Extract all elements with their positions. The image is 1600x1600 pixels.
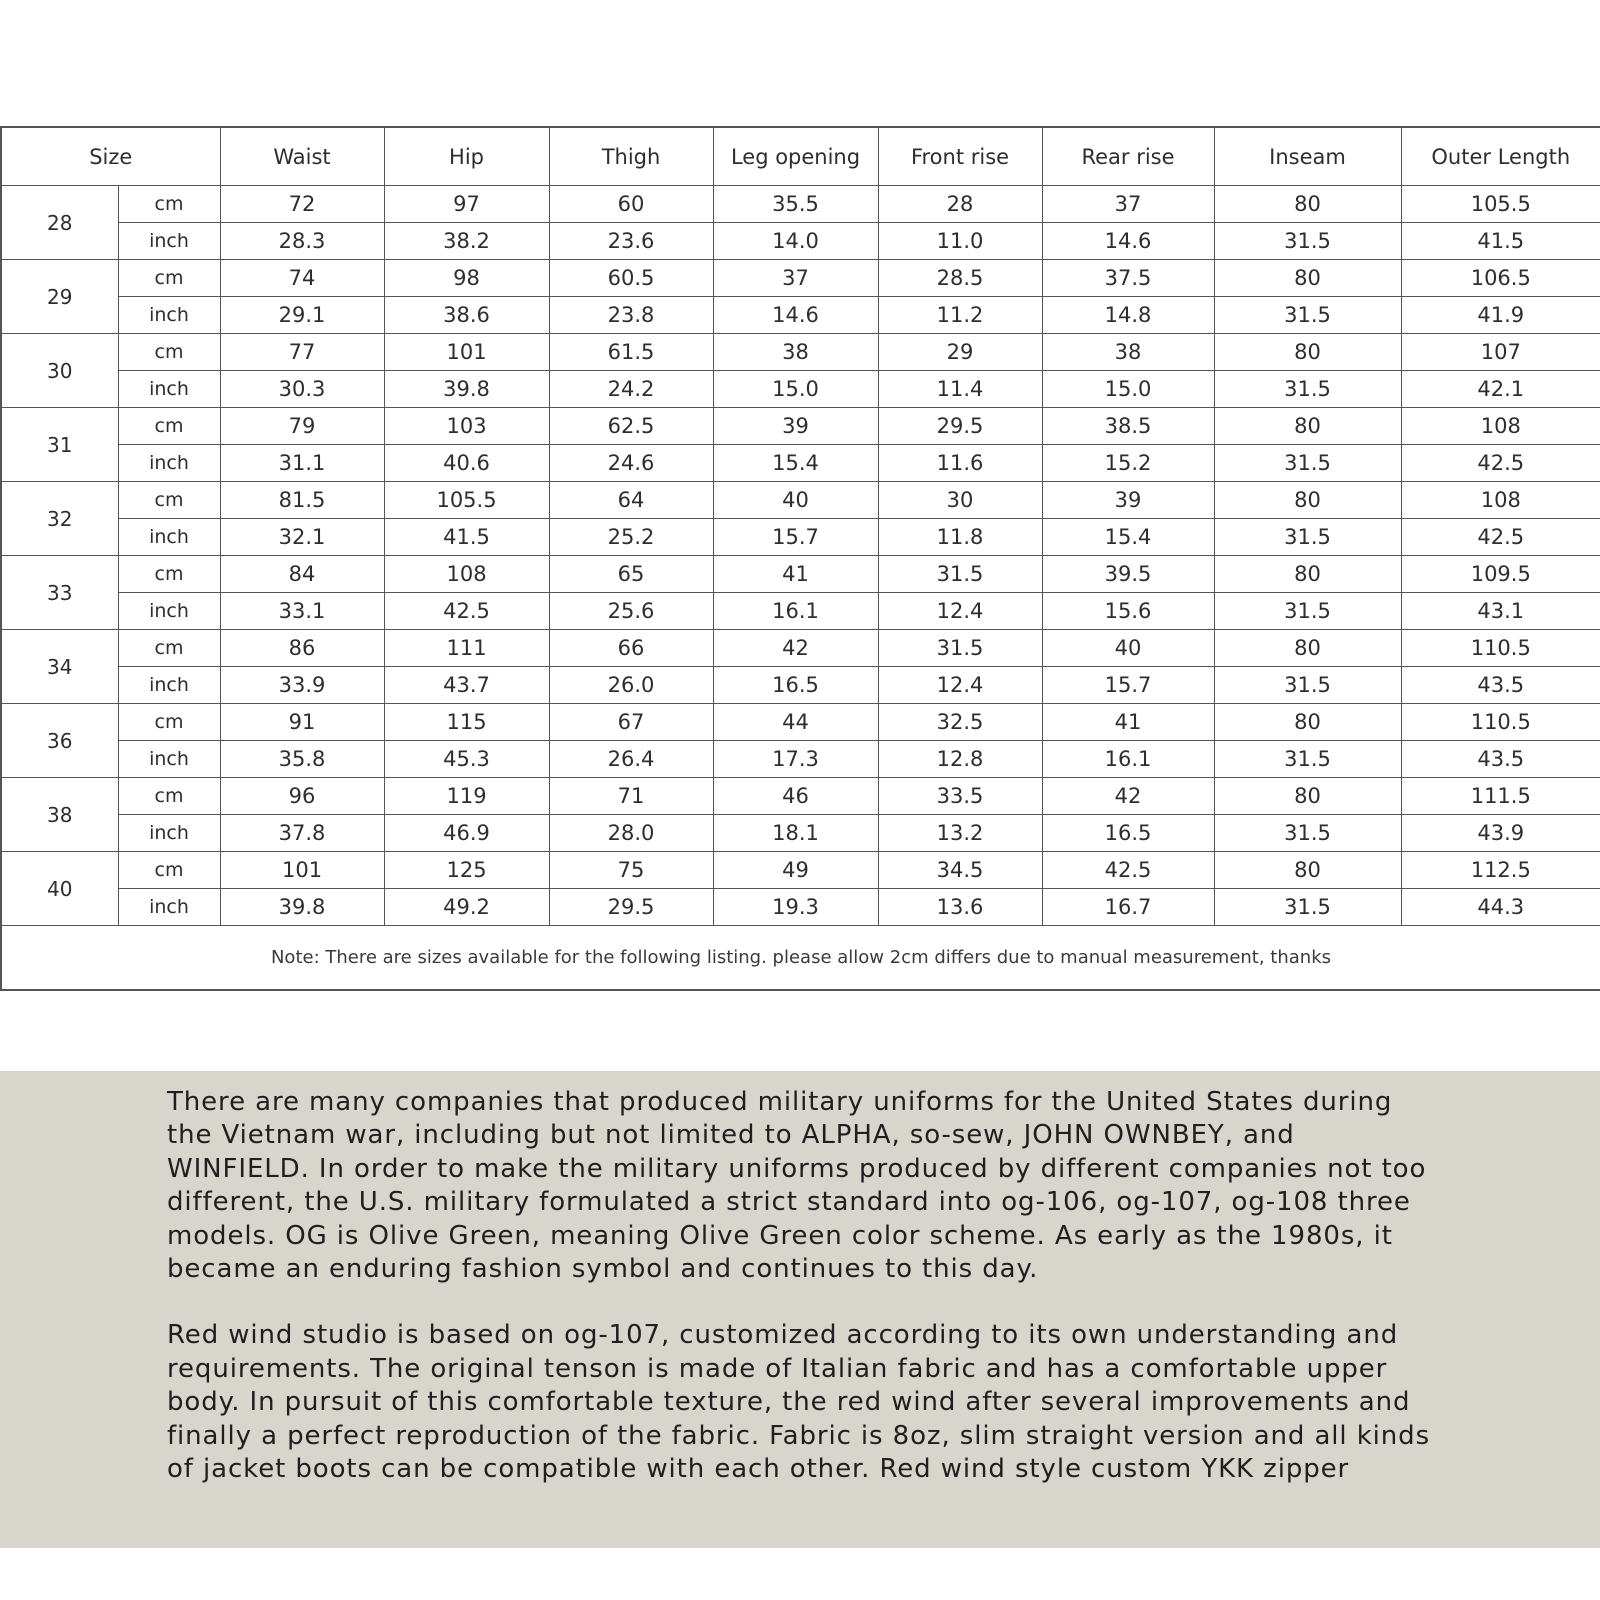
- front-rise-inch-cell: 13.2: [878, 815, 1042, 852]
- rear-rise-inch-cell: 16.7: [1042, 889, 1214, 926]
- waist-cm-cell: 72: [220, 186, 384, 223]
- thigh-cm-cell: 71: [549, 778, 713, 815]
- size-label: 34: [1, 630, 118, 704]
- rear-rise-cm-cell: 38: [1042, 334, 1214, 371]
- rear-rise-inch-cell: 16.1: [1042, 741, 1214, 778]
- thigh-inch-cell: 26.0: [549, 667, 713, 704]
- hip-inch-cell: 42.5: [384, 593, 549, 630]
- leg-opening-inch-cell: 15.4: [713, 445, 878, 482]
- front-rise-cm-cell: 31.5: [878, 630, 1042, 667]
- unit-label: inch: [118, 297, 220, 334]
- rear-rise-inch-cell: 14.8: [1042, 297, 1214, 334]
- thigh-cm-cell: 64: [549, 482, 713, 519]
- front-rise-inch-cell: 11.4: [878, 371, 1042, 408]
- table-row: [1, 852, 1600, 889]
- leg-opening-inch-cell: 19.3: [713, 889, 878, 926]
- table-row: [1, 371, 1600, 408]
- hip-cm-cell: 97: [384, 186, 549, 223]
- hip-cm-cell: 105.5: [384, 482, 549, 519]
- unit-label: inch: [118, 889, 220, 926]
- rear-rise-cm-cell: 39.5: [1042, 556, 1214, 593]
- hip-cm-cell: 98: [384, 260, 549, 297]
- front-rise-inch-cell: 11.0: [878, 223, 1042, 260]
- header-row: [1, 127, 1600, 186]
- outer-length-cm-cell: 110.5: [1401, 630, 1600, 667]
- table-row: [1, 482, 1600, 519]
- waist-inch-cell: 37.8: [220, 815, 384, 852]
- description-paragraph-2: Red wind studio is based on og-107, customized according to its own understanding and requirements. The original tenson is made of Italian fabric and has a comfortable upper body. In pursuit of this comfortable texture, the red wind after several improvements and finally a perfect reproduction of the fabric. Fabric is 8oz, slim straight version and all kinds of jacket boots can be compatible with each other. Red wind style custom YKK zipper: [167, 1320, 1431, 1485]
- waist-inch-cell: 28.3: [220, 223, 384, 260]
- table-row: [1, 223, 1600, 260]
- front-rise-inch-cell: 11.6: [878, 445, 1042, 482]
- table-row: [1, 704, 1600, 741]
- outer-length-cm-cell: 110.5: [1401, 704, 1600, 741]
- thigh-inch-cell: 26.4: [549, 741, 713, 778]
- header-waist: Waist: [220, 127, 384, 186]
- rear-rise-cm-cell: 37.5: [1042, 260, 1214, 297]
- size-label: 31: [1, 408, 118, 482]
- inseam-cm-cell: 80: [1214, 186, 1401, 223]
- leg-opening-cm-cell: 49: [713, 852, 878, 889]
- table-row: [1, 260, 1600, 297]
- outer-length-cm-cell: 108: [1401, 408, 1600, 445]
- rear-rise-inch-cell: 16.5: [1042, 815, 1214, 852]
- rear-rise-cm-cell: 38.5: [1042, 408, 1214, 445]
- size-label: 29: [1, 260, 118, 334]
- front-rise-inch-cell: 12.4: [878, 593, 1042, 630]
- waist-inch-cell: 33.1: [220, 593, 384, 630]
- hip-inch-cell: 45.3: [384, 741, 549, 778]
- leg-opening-inch-cell: 16.5: [713, 667, 878, 704]
- hip-inch-cell: 38.6: [384, 297, 549, 334]
- hip-inch-cell: 38.2: [384, 223, 549, 260]
- outer-length-cm-cell: 106.5: [1401, 260, 1600, 297]
- front-rise-cm-cell: 28: [878, 186, 1042, 223]
- rear-rise-cm-cell: 37: [1042, 186, 1214, 223]
- waist-inch-cell: 35.8: [220, 741, 384, 778]
- unit-label: cm: [118, 630, 220, 667]
- thigh-cm-cell: 62.5: [549, 408, 713, 445]
- leg-opening-inch-cell: 16.1: [713, 593, 878, 630]
- waist-inch-cell: 29.1: [220, 297, 384, 334]
- description-paragraph-1: There are many companies that produced military uniforms for the United States during the Vietnam war, including but not limited to ALPHA, so-sew, JOHN OWNBEY, and WINFIELD. In order to make the military uniforms produced by different companies not too different, the U.S. military formulated a strict standard into og-106, og-107, og-108 three models. OG is Olive Green, meaning Olive Green color scheme. As early as the 1980s, it became an enduring fashion symbol and continues to this day.: [167, 1087, 1427, 1285]
- outer-length-inch-cell: 43.9: [1401, 815, 1600, 852]
- leg-opening-inch-cell: 15.0: [713, 371, 878, 408]
- leg-opening-cm-cell: 38: [713, 334, 878, 371]
- size-label: 32: [1, 482, 118, 556]
- size-label: 38: [1, 778, 118, 852]
- inseam-cm-cell: 80: [1214, 704, 1401, 741]
- header-inseam: Inseam: [1214, 127, 1401, 186]
- leg-opening-inch-cell: 18.1: [713, 815, 878, 852]
- table-row: [1, 519, 1600, 556]
- rear-rise-inch-cell: 15.6: [1042, 593, 1214, 630]
- table-row: [1, 556, 1600, 593]
- leg-opening-cm-cell: 42: [713, 630, 878, 667]
- waist-cm-cell: 86: [220, 630, 384, 667]
- unit-label: inch: [118, 445, 220, 482]
- unit-label: cm: [118, 556, 220, 593]
- inseam-inch-cell: 31.5: [1214, 667, 1401, 704]
- thigh-inch-cell: 24.6: [549, 445, 713, 482]
- inseam-cm-cell: 80: [1214, 852, 1401, 889]
- size-label: 36: [1, 704, 118, 778]
- hip-cm-cell: 115: [384, 704, 549, 741]
- leg-opening-cm-cell: 44: [713, 704, 878, 741]
- header-thigh: Thigh: [549, 127, 713, 186]
- inseam-inch-cell: 31.5: [1214, 371, 1401, 408]
- inseam-cm-cell: 80: [1214, 778, 1401, 815]
- unit-label: inch: [118, 519, 220, 556]
- unit-label: cm: [118, 186, 220, 223]
- size-label: 28: [1, 186, 118, 260]
- outer-length-cm-cell: 111.5: [1401, 778, 1600, 815]
- front-rise-cm-cell: 34.5: [878, 852, 1042, 889]
- unit-label: cm: [118, 482, 220, 519]
- inseam-inch-cell: 31.5: [1214, 519, 1401, 556]
- thigh-cm-cell: 60: [549, 186, 713, 223]
- inseam-cm-cell: 80: [1214, 630, 1401, 667]
- rear-rise-inch-cell: 14.6: [1042, 223, 1214, 260]
- rear-rise-cm-cell: 42.5: [1042, 852, 1214, 889]
- table-row: [1, 778, 1600, 815]
- hip-cm-cell: 111: [384, 630, 549, 667]
- thigh-inch-cell: 23.6: [549, 223, 713, 260]
- front-rise-cm-cell: 29: [878, 334, 1042, 371]
- leg-opening-inch-cell: 15.7: [713, 519, 878, 556]
- leg-opening-cm-cell: 37: [713, 260, 878, 297]
- note-row: [1, 926, 1600, 991]
- waist-cm-cell: 96: [220, 778, 384, 815]
- rear-rise-cm-cell: 39: [1042, 482, 1214, 519]
- leg-opening-cm-cell: 40: [713, 482, 878, 519]
- unit-label: cm: [118, 852, 220, 889]
- hip-cm-cell: 125: [384, 852, 549, 889]
- rear-rise-cm-cell: 41: [1042, 704, 1214, 741]
- unit-label: inch: [118, 815, 220, 852]
- table-row: [1, 186, 1600, 223]
- outer-length-cm-cell: 112.5: [1401, 852, 1600, 889]
- unit-label: inch: [118, 223, 220, 260]
- leg-opening-cm-cell: 46: [713, 778, 878, 815]
- waist-cm-cell: 84: [220, 556, 384, 593]
- hip-inch-cell: 43.7: [384, 667, 549, 704]
- leg-opening-inch-cell: 14.6: [713, 297, 878, 334]
- inseam-inch-cell: 31.5: [1214, 815, 1401, 852]
- table-row: [1, 667, 1600, 704]
- hip-cm-cell: 108: [384, 556, 549, 593]
- inseam-inch-cell: 31.5: [1214, 223, 1401, 260]
- unit-label: cm: [118, 334, 220, 371]
- size-chart-table: [0, 126, 1600, 991]
- thigh-cm-cell: 61.5: [549, 334, 713, 371]
- outer-length-inch-cell: 41.9: [1401, 297, 1600, 334]
- unit-label: cm: [118, 260, 220, 297]
- inseam-inch-cell: 31.5: [1214, 741, 1401, 778]
- leg-opening-inch-cell: 17.3: [713, 741, 878, 778]
- size-note: Note: There are sizes available for the following listing. please allow 2cm differs due to manual measurement, thanks: [1, 926, 1600, 991]
- header-front-rise: Front rise: [878, 127, 1042, 186]
- unit-label: inch: [118, 371, 220, 408]
- waist-cm-cell: 81.5: [220, 482, 384, 519]
- front-rise-inch-cell: 12.4: [878, 667, 1042, 704]
- rear-rise-cm-cell: 42: [1042, 778, 1214, 815]
- header-leg-opening: Leg opening: [713, 127, 878, 186]
- inseam-inch-cell: 31.5: [1214, 445, 1401, 482]
- waist-inch-cell: 32.1: [220, 519, 384, 556]
- thigh-inch-cell: 28.0: [549, 815, 713, 852]
- inseam-inch-cell: 31.5: [1214, 593, 1401, 630]
- thigh-inch-cell: 25.6: [549, 593, 713, 630]
- inseam-cm-cell: 80: [1214, 260, 1401, 297]
- rear-rise-inch-cell: 15.0: [1042, 371, 1214, 408]
- hip-cm-cell: 101: [384, 334, 549, 371]
- outer-length-inch-cell: 42.5: [1401, 445, 1600, 482]
- hip-inch-cell: 46.9: [384, 815, 549, 852]
- front-rise-cm-cell: 28.5: [878, 260, 1042, 297]
- inseam-cm-cell: 80: [1214, 334, 1401, 371]
- waist-inch-cell: 33.9: [220, 667, 384, 704]
- front-rise-cm-cell: 33.5: [878, 778, 1042, 815]
- outer-length-inch-cell: 43.5: [1401, 667, 1600, 704]
- leg-opening-cm-cell: 41: [713, 556, 878, 593]
- thigh-cm-cell: 75: [549, 852, 713, 889]
- waist-inch-cell: 31.1: [220, 445, 384, 482]
- header-size: Size: [1, 127, 220, 186]
- unit-label: cm: [118, 778, 220, 815]
- waist-cm-cell: 74: [220, 260, 384, 297]
- leg-opening-cm-cell: 35.5: [713, 186, 878, 223]
- table-row: [1, 815, 1600, 852]
- inseam-inch-cell: 31.5: [1214, 297, 1401, 334]
- hip-cm-cell: 119: [384, 778, 549, 815]
- waist-cm-cell: 77: [220, 334, 384, 371]
- hip-inch-cell: 40.6: [384, 445, 549, 482]
- front-rise-inch-cell: 11.8: [878, 519, 1042, 556]
- outer-length-inch-cell: 44.3: [1401, 889, 1600, 926]
- waist-cm-cell: 91: [220, 704, 384, 741]
- hip-cm-cell: 103: [384, 408, 549, 445]
- size-label: 30: [1, 334, 118, 408]
- waist-inch-cell: 30.3: [220, 371, 384, 408]
- front-rise-cm-cell: 32.5: [878, 704, 1042, 741]
- table-row: [1, 593, 1600, 630]
- thigh-cm-cell: 65: [549, 556, 713, 593]
- thigh-inch-cell: 29.5: [549, 889, 713, 926]
- rear-rise-inch-cell: 15.4: [1042, 519, 1214, 556]
- inseam-inch-cell: 31.5: [1214, 889, 1401, 926]
- unit-label: inch: [118, 741, 220, 778]
- inseam-cm-cell: 80: [1214, 408, 1401, 445]
- table-row: [1, 408, 1600, 445]
- hip-inch-cell: 49.2: [384, 889, 549, 926]
- outer-length-cm-cell: 105.5: [1401, 186, 1600, 223]
- thigh-cm-cell: 60.5: [549, 260, 713, 297]
- inseam-cm-cell: 80: [1214, 482, 1401, 519]
- outer-length-cm-cell: 109.5: [1401, 556, 1600, 593]
- thigh-inch-cell: 23.8: [549, 297, 713, 334]
- outer-length-inch-cell: 42.1: [1401, 371, 1600, 408]
- thigh-cm-cell: 67: [549, 704, 713, 741]
- size-label: 33: [1, 556, 118, 630]
- waist-inch-cell: 39.8: [220, 889, 384, 926]
- outer-length-inch-cell: 42.5: [1401, 519, 1600, 556]
- leg-opening-inch-cell: 14.0: [713, 223, 878, 260]
- front-rise-inch-cell: 12.8: [878, 741, 1042, 778]
- unit-label: inch: [118, 593, 220, 630]
- front-rise-cm-cell: 30: [878, 482, 1042, 519]
- outer-length-inch-cell: 41.5: [1401, 223, 1600, 260]
- front-rise-inch-cell: 11.2: [878, 297, 1042, 334]
- waist-cm-cell: 101: [220, 852, 384, 889]
- header-outer-length: Outer Length: [1401, 127, 1600, 186]
- description-panel: [0, 1071, 1600, 1548]
- hip-inch-cell: 39.8: [384, 371, 549, 408]
- unit-label: inch: [118, 667, 220, 704]
- unit-label: cm: [118, 704, 220, 741]
- size-label: 40: [1, 852, 118, 926]
- leg-opening-cm-cell: 39: [713, 408, 878, 445]
- table-row: [1, 630, 1600, 667]
- thigh-inch-cell: 24.2: [549, 371, 713, 408]
- front-rise-inch-cell: 13.6: [878, 889, 1042, 926]
- table-row: [1, 889, 1600, 926]
- header-rear-rise: Rear rise: [1042, 127, 1214, 186]
- front-rise-cm-cell: 29.5: [878, 408, 1042, 445]
- unit-label: cm: [118, 408, 220, 445]
- outer-length-cm-cell: 108: [1401, 482, 1600, 519]
- thigh-cm-cell: 66: [549, 630, 713, 667]
- size-table-body: [1, 186, 1600, 926]
- rear-rise-cm-cell: 40: [1042, 630, 1214, 667]
- outer-length-cm-cell: 107: [1401, 334, 1600, 371]
- front-rise-cm-cell: 31.5: [878, 556, 1042, 593]
- waist-cm-cell: 79: [220, 408, 384, 445]
- inseam-cm-cell: 80: [1214, 556, 1401, 593]
- outer-length-inch-cell: 43.5: [1401, 741, 1600, 778]
- rear-rise-inch-cell: 15.2: [1042, 445, 1214, 482]
- table-row: [1, 741, 1600, 778]
- header-hip: Hip: [384, 127, 549, 186]
- hip-inch-cell: 41.5: [384, 519, 549, 556]
- thigh-inch-cell: 25.2: [549, 519, 713, 556]
- rear-rise-inch-cell: 15.7: [1042, 667, 1214, 704]
- table-row: [1, 334, 1600, 371]
- table-row: [1, 297, 1600, 334]
- table-row: [1, 445, 1600, 482]
- outer-length-inch-cell: 43.1: [1401, 593, 1600, 630]
